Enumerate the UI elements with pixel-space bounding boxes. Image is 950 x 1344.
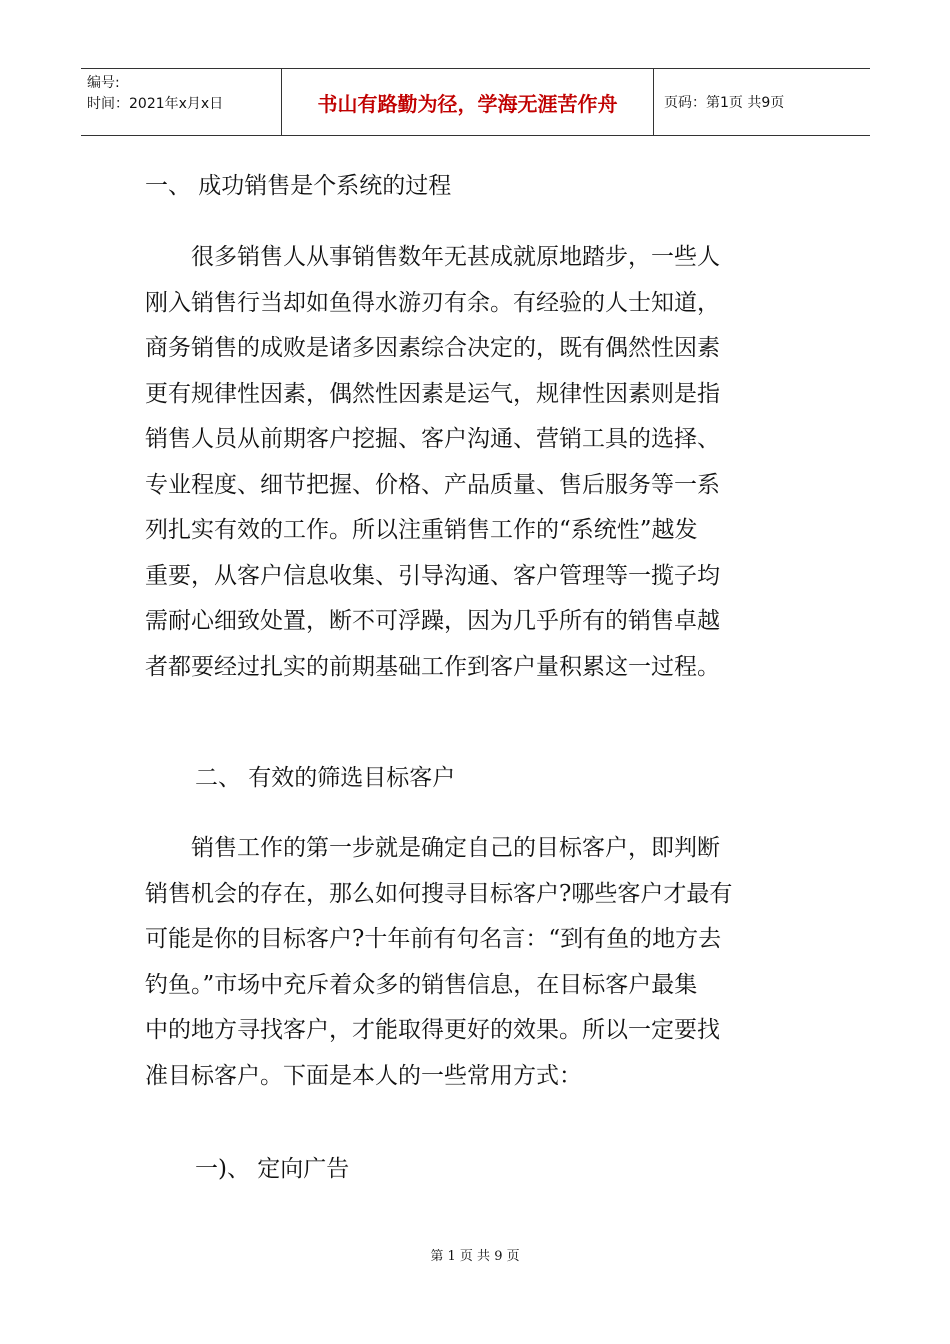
paragraph-line: 需耐心细致处置，断不可浮躁，因为几乎所有的销售卓越 bbox=[145, 608, 720, 634]
header-motto: 书山有路勤为径，学海无涯苦作舟 bbox=[282, 69, 654, 135]
paragraph-1 bbox=[145, 235, 805, 690]
paragraph-line: 重要，从客户信息收集、引导沟通、客户管理等一揽子均 bbox=[145, 562, 720, 589]
paragraph-line: 销售人员从前期客户挖掘、客户沟通、营销工具的选择、 bbox=[145, 426, 720, 452]
page-footer: 第 1 页 共 9 页 bbox=[430, 1249, 520, 1264]
paragraph-line: 很多销售人从事销售数年无甚成就原地踏步，一些人 bbox=[191, 244, 720, 270]
section-heading-1: 一、 成功销售是个系统的过程 bbox=[145, 173, 452, 199]
paragraph-line: 准目标客户。下面是本人的一些常用方式： bbox=[145, 1062, 582, 1089]
header-meta bbox=[81, 69, 282, 135]
paragraph-line: 商务销售的成败是诸多因素综合决定的，既有偶然性因素 bbox=[145, 335, 720, 361]
document-time-label: 时间：2021年x月x日 bbox=[87, 96, 224, 112]
paragraph-line: 刚入销售行当却如鱼得水游刃有余。有经验的人士知道， bbox=[145, 289, 720, 316]
paragraph-line: 者都要经过扎实的前期基础工作到客户量积累这一过程。 bbox=[145, 653, 720, 680]
paragraph-line: 更有规律性因素，偶然性因素是运气，规律性因素则是指 bbox=[145, 380, 720, 407]
paragraph-line: 可能是你的目标客户?十年前有句名言：“到有鱼的地方去 bbox=[145, 926, 722, 952]
header-page-info: 页码：第1页 共9页 bbox=[664, 95, 785, 111]
paragraph-line: 列扎实有效的工作。所以注重销售工作的“系统性”越发 bbox=[145, 517, 698, 543]
section-heading-3: 一)、 定向广告 bbox=[195, 1156, 350, 1182]
page-header bbox=[81, 68, 870, 136]
paragraph-line: 中的地方寻找客户，才能取得更好的效果。所以一定要找 bbox=[145, 1017, 720, 1043]
document-number-label: 编号: bbox=[87, 75, 120, 91]
paragraph-line: 专业程度、细节把握、价格、产品质量、售后服务等一系 bbox=[145, 471, 720, 498]
paragraph-line: 销售工作的第一步就是确定自己的目标客户，即判断 bbox=[191, 835, 720, 861]
section-heading-2: 二、 有效的筛选目标客户 bbox=[195, 765, 456, 791]
paragraph-line: 钓鱼。”市场中充斥着众多的销售信息，在目标客户最集 bbox=[145, 971, 698, 998]
paragraph-2 bbox=[145, 826, 805, 1099]
paragraph-line: 销售机会的存在，那么如何搜寻目标客户?哪些客户才最有 bbox=[145, 880, 733, 907]
